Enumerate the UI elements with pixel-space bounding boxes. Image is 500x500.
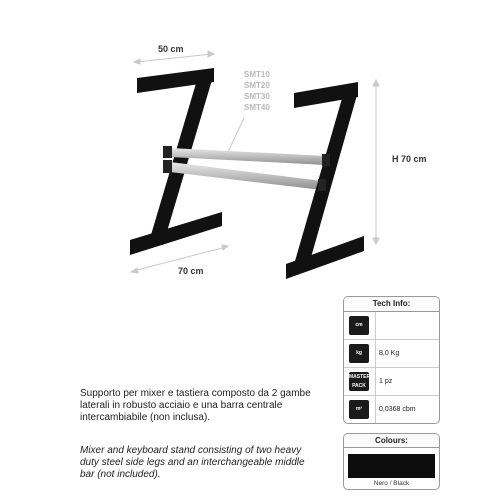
cm-size-icon: cm bbox=[349, 316, 369, 335]
model-code: SMT40 bbox=[244, 103, 270, 112]
depth-label: 70 cm bbox=[178, 266, 204, 276]
tech-value: 1 pz bbox=[379, 378, 393, 385]
middle-bars bbox=[170, 148, 326, 190]
colours-title: Colours: bbox=[344, 434, 439, 448]
model-code: SMT20 bbox=[244, 81, 270, 90]
tech-row-volume bbox=[344, 396, 439, 423]
tech-value: 8,0 Kg bbox=[379, 350, 400, 357]
tech-row-size bbox=[344, 312, 439, 340]
height-label: H 70 cm bbox=[392, 154, 427, 164]
tech-info-panel bbox=[343, 296, 440, 424]
colour-name: Nero / Black bbox=[373, 480, 410, 487]
weight-icon: kg bbox=[349, 344, 369, 363]
model-leader-line bbox=[228, 118, 244, 152]
tech-info-title: Tech Info: bbox=[344, 297, 439, 312]
box-volume-icon: m³ bbox=[349, 400, 369, 419]
tech-value: 0,0368 cbm bbox=[379, 406, 416, 413]
tech-row-master-pack bbox=[344, 368, 439, 396]
width-label: 50 cm bbox=[158, 44, 184, 54]
description-english: Mixer and keyboard stand consisting of two heavy duty steel side legs and an interchangeable middle bar (not included). bbox=[80, 445, 305, 480]
master-pack-icon: MASTER PACK bbox=[349, 374, 371, 389]
tech-row-weight bbox=[344, 340, 439, 368]
colours-panel bbox=[343, 433, 440, 490]
description-italian: Supporto per mixer e tastiera composto da 2 gambe laterali in robusto acciaio e una barra centrale intercambiabile (non inclusa). bbox=[80, 388, 311, 423]
height-dimension-line bbox=[373, 80, 379, 244]
model-code: SMT30 bbox=[244, 92, 270, 101]
left-leg bbox=[130, 68, 222, 255]
colour-swatch-black bbox=[348, 454, 435, 478]
model-list bbox=[244, 69, 270, 113]
model-code: SMT10 bbox=[244, 70, 270, 79]
